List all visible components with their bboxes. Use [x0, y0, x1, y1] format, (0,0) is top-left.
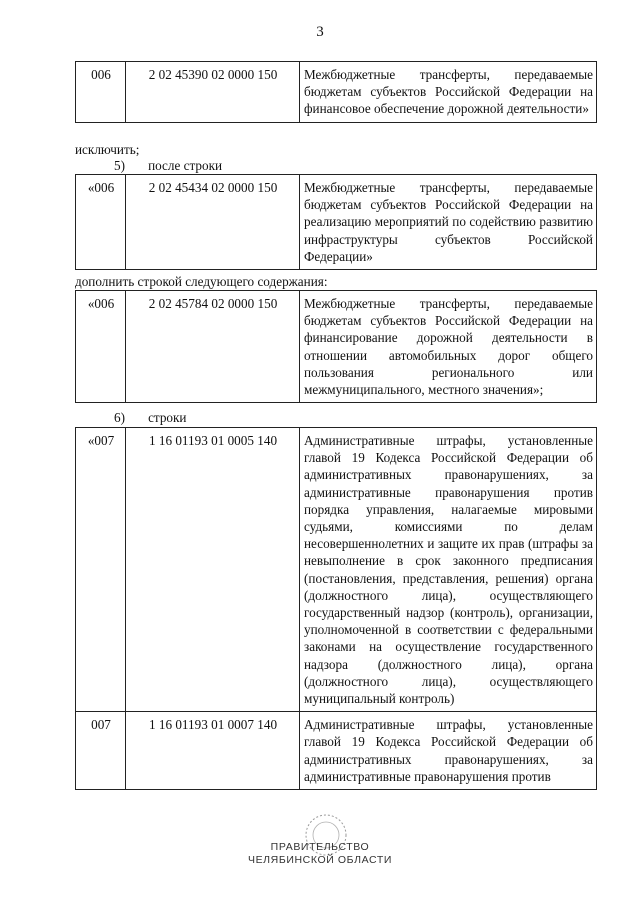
table-row: [76, 175, 597, 270]
footer-line-2: ЧЕЛЯБИНСКОЙ ОБЛАСТИ: [247, 854, 393, 866]
description-cell: Административные штрафы, установленные главой 19 Кодекса Российской Федерации об административных правонарушениях, за административные правонарушения против: [300, 712, 597, 790]
code-table-3: [75, 290, 597, 403]
description-cell: Межбюджетные трансферты, передаваемые бюджетам субъектов Российской Федерации на финансовое обеспечение дорожной деятельности»: [300, 62, 597, 123]
instruction-exclude: исключить;: [75, 142, 140, 157]
budget-code-cell: 1 16 01193 01 0007 140: [126, 712, 300, 790]
description-cell: Административные штрафы, установленные главой 19 Кодекса Российской Федерации об административных правонарушениях, за административные правонарушения против порядка управления, налагаемые мировыми судьями, комиссиями по делам несовершеннолетних и защите их прав (штрафы за невыполнение в срок законного предписания (постановления, представления, решения) органа (должностного лица), осуществляющего государственный надзор (контроль), организации, уполномоченной в соответствии с федеральными законами на осуществление государственного надзора (должностного лица), органа (должностного лица), осуществляющего муниципальный контроль): [300, 428, 597, 712]
admin-code-cell: «007: [76, 428, 126, 712]
table-row: [76, 62, 597, 123]
admin-code-cell: 006: [76, 62, 126, 123]
footer-stamp: [0, 841, 640, 867]
code-table-1: [75, 61, 597, 123]
footer-line-1: ПРАВИТЕЛЬСТВО: [270, 841, 370, 853]
budget-code-cell: 1 16 01193 01 0005 140: [126, 428, 300, 712]
code-table-4: [75, 427, 597, 790]
description-cell: Межбюджетные трансферты, передаваемые бюджетам субъектов Российской Федерации на реализацию мероприятий по содействию развитию инфраструктуры субъектов Российской Федерации»: [300, 175, 597, 270]
page-number: 3: [316, 24, 324, 40]
instruction-add-row: дополнить строкой следующего содержания:: [75, 274, 328, 289]
instruction-item-5: 5) после строки: [114, 158, 223, 173]
table-row: [76, 712, 597, 790]
admin-code-cell: «006: [76, 291, 126, 403]
admin-code-cell: «006: [76, 175, 126, 270]
table-row: [76, 428, 597, 712]
budget-code-cell: 2 02 45434 02 0000 150: [126, 175, 300, 270]
description-cell: Межбюджетные трансферты, передаваемые бюджетам субъектов Российской Федерации на финансирование дорожной деятельности в отношении автомобильных дорог общего пользования регионального или межмуниципального, местного значения»;: [300, 291, 597, 403]
instruction-item-6: 6) строки: [114, 410, 187, 425]
table-row: [76, 291, 597, 403]
budget-code-cell: 2 02 45784 02 0000 150: [126, 291, 300, 403]
admin-code-cell: 007: [76, 712, 126, 790]
code-table-2: [75, 174, 597, 270]
budget-code-cell: 2 02 45390 02 0000 150: [126, 62, 300, 123]
